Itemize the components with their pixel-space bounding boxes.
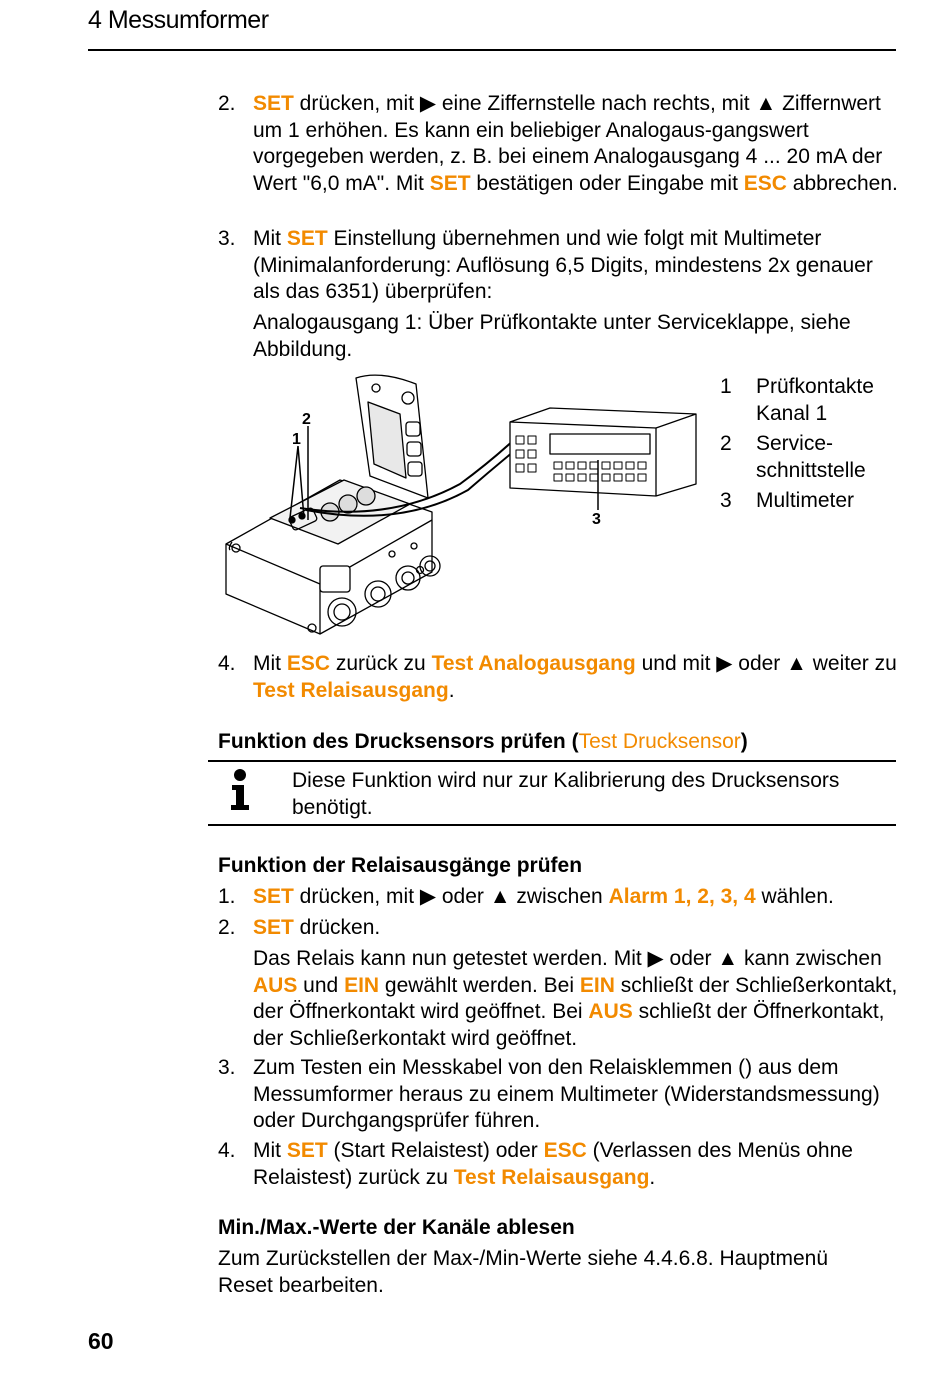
highlight-term: Test Relaisausgang: [253, 678, 449, 702]
step-number: 2.: [218, 916, 236, 939]
step-text: [253, 915, 898, 942]
paragraph: Zum Zurückstellen der Max-/Min-Werte siehe 4.4.6.8. Hauptmenü Reset bearbeiten.: [218, 1247, 829, 1297]
highlight-term: SET: [286, 1139, 328, 1162]
text-run: Zum Testen ein Messkabel von den Relaisklemmen () aus dem Messumformer heraus zu einem Multimeter (Widerstandsmessung) oder Durchgangsprüfer führen.: [253, 1056, 880, 1132]
step-number: 1.: [218, 885, 236, 908]
step-number: 2.: [218, 92, 236, 115]
highlight-term: SET: [253, 92, 294, 115]
highlight-term: ESC: [286, 652, 331, 675]
text-run: .: [649, 1165, 656, 1189]
info-icon: [226, 768, 254, 812]
highlight-term: SET: [429, 171, 471, 195]
text-run: Das Relais kann nun getestet werden. Mit ▶ oder ▲ kann zwischen: [253, 947, 882, 970]
highlight-term: SET: [253, 916, 294, 939]
highlight-term: Alarm 1, 2, 3, 4: [608, 885, 756, 908]
step-text: [253, 226, 898, 306]
text-run: drücken, mit ▶ eine Ziffernstelle nach rechts, mit ▲ Ziffernwert um 1 erhöhen. Es kann ein beliebiger Analogaus-gangswert vorgegeben werden, z. B. bei einem Analogausgang 4 ... 20 mA der Wert "6,0 mA". Mit: [253, 92, 883, 195]
text-run: (Start Relaistest) oder: [327, 1139, 544, 1162]
page-number: 60: [88, 1328, 114, 1354]
text-run: abbrechen.: [786, 171, 898, 195]
text-run: drücken.: [293, 916, 381, 939]
step-text: [253, 651, 898, 704]
device-illustration: [220, 372, 700, 640]
highlight-term: SET: [253, 885, 294, 908]
note-text: Diese Funktion wird nur zur Kalibrierung des Drucksensors benötigt.: [292, 769, 840, 819]
section-heading: Funktion der Relaisausgänge prüfen: [218, 854, 583, 877]
step-number: 3.: [218, 1056, 236, 1079]
header-rule: [88, 49, 896, 51]
highlight-term: Test Analogausgang: [431, 652, 636, 675]
legend-number: 2: [720, 432, 732, 455]
text-run: bestätigen oder Eingabe mit: [470, 171, 744, 195]
text-run: Mit: [253, 652, 287, 675]
legend-label: Prüfkontakte Kanal 1: [756, 375, 874, 425]
callout-3: 3: [592, 511, 601, 528]
highlight-term: EIN: [579, 973, 615, 997]
legend-label: Service-schnittstelle: [756, 432, 866, 482]
text-run: gewählt werden. Bei: [379, 973, 580, 997]
highlight-term: SET: [286, 227, 328, 250]
text-run: Mit: [253, 1139, 287, 1162]
section-heading: Min./Max.-Werte der Kanäle ablesen: [218, 1216, 575, 1239]
step-number: 4.: [218, 1139, 236, 1162]
legend-number: 1: [720, 375, 732, 398]
step-number: 4.: [218, 652, 236, 675]
legend-label: Multimeter: [756, 489, 855, 512]
chapter-title: 4 Messumformer: [88, 6, 269, 34]
text-run: wählen.: [755, 885, 834, 908]
text-run: .: [448, 678, 455, 702]
section-heading: Funktion des Drucksensors prüfen (Test Drucksensor): [218, 730, 748, 753]
text-run: und mit ▶ oder ▲ weiter zu: [635, 652, 897, 675]
step-number: 3.: [218, 227, 236, 250]
step-text: [253, 91, 898, 197]
text-run: schließt der Schließerkontakt, der Öffnerkontakt wird geöffnet. Bei: [253, 973, 898, 1023]
callout-2: 2: [302, 411, 311, 428]
highlight-term: EIN: [344, 973, 380, 997]
text-run: Einstellung übernehmen und wie folgt mit Multimeter (Minimalanforderung: Auflösung 6,5 Digits, mindestens 2x genauer als das 6351) überprüfen:: [253, 227, 873, 303]
step-subtext: [253, 946, 898, 1052]
step-text: [253, 884, 898, 911]
step-text: [253, 1055, 898, 1135]
text-run: Mit: [253, 227, 287, 250]
note-rule-bottom: [208, 824, 896, 826]
step-subtext: Analogausgang 1: Über Prüfkontakte unter Serviceklappe, siehe Abbildung.: [253, 311, 851, 361]
highlight-term: ESC: [543, 1139, 587, 1162]
highlight-term: AUS: [253, 973, 298, 997]
callout-1: 1: [292, 431, 301, 448]
text-run: drücken, mit ▶ oder ▲ zwischen: [293, 885, 609, 908]
highlight-term: Test Relaisausgang: [453, 1165, 650, 1189]
text-run: und: [297, 973, 345, 997]
text-run: (Verlassen des Menüs ohne Relaistest) zurück zu: [253, 1139, 853, 1189]
note-rule-top: [208, 760, 896, 762]
text-run: schließt der Öffnerkontakt, der Schließerkontakt wird geöffnet.: [253, 1000, 885, 1050]
step-text: [253, 1138, 898, 1191]
highlight-term: ESC: [743, 171, 787, 195]
highlight-term: AUS: [588, 1000, 633, 1023]
text-run: zurück zu: [330, 652, 432, 675]
legend-number: 3: [720, 489, 732, 512]
